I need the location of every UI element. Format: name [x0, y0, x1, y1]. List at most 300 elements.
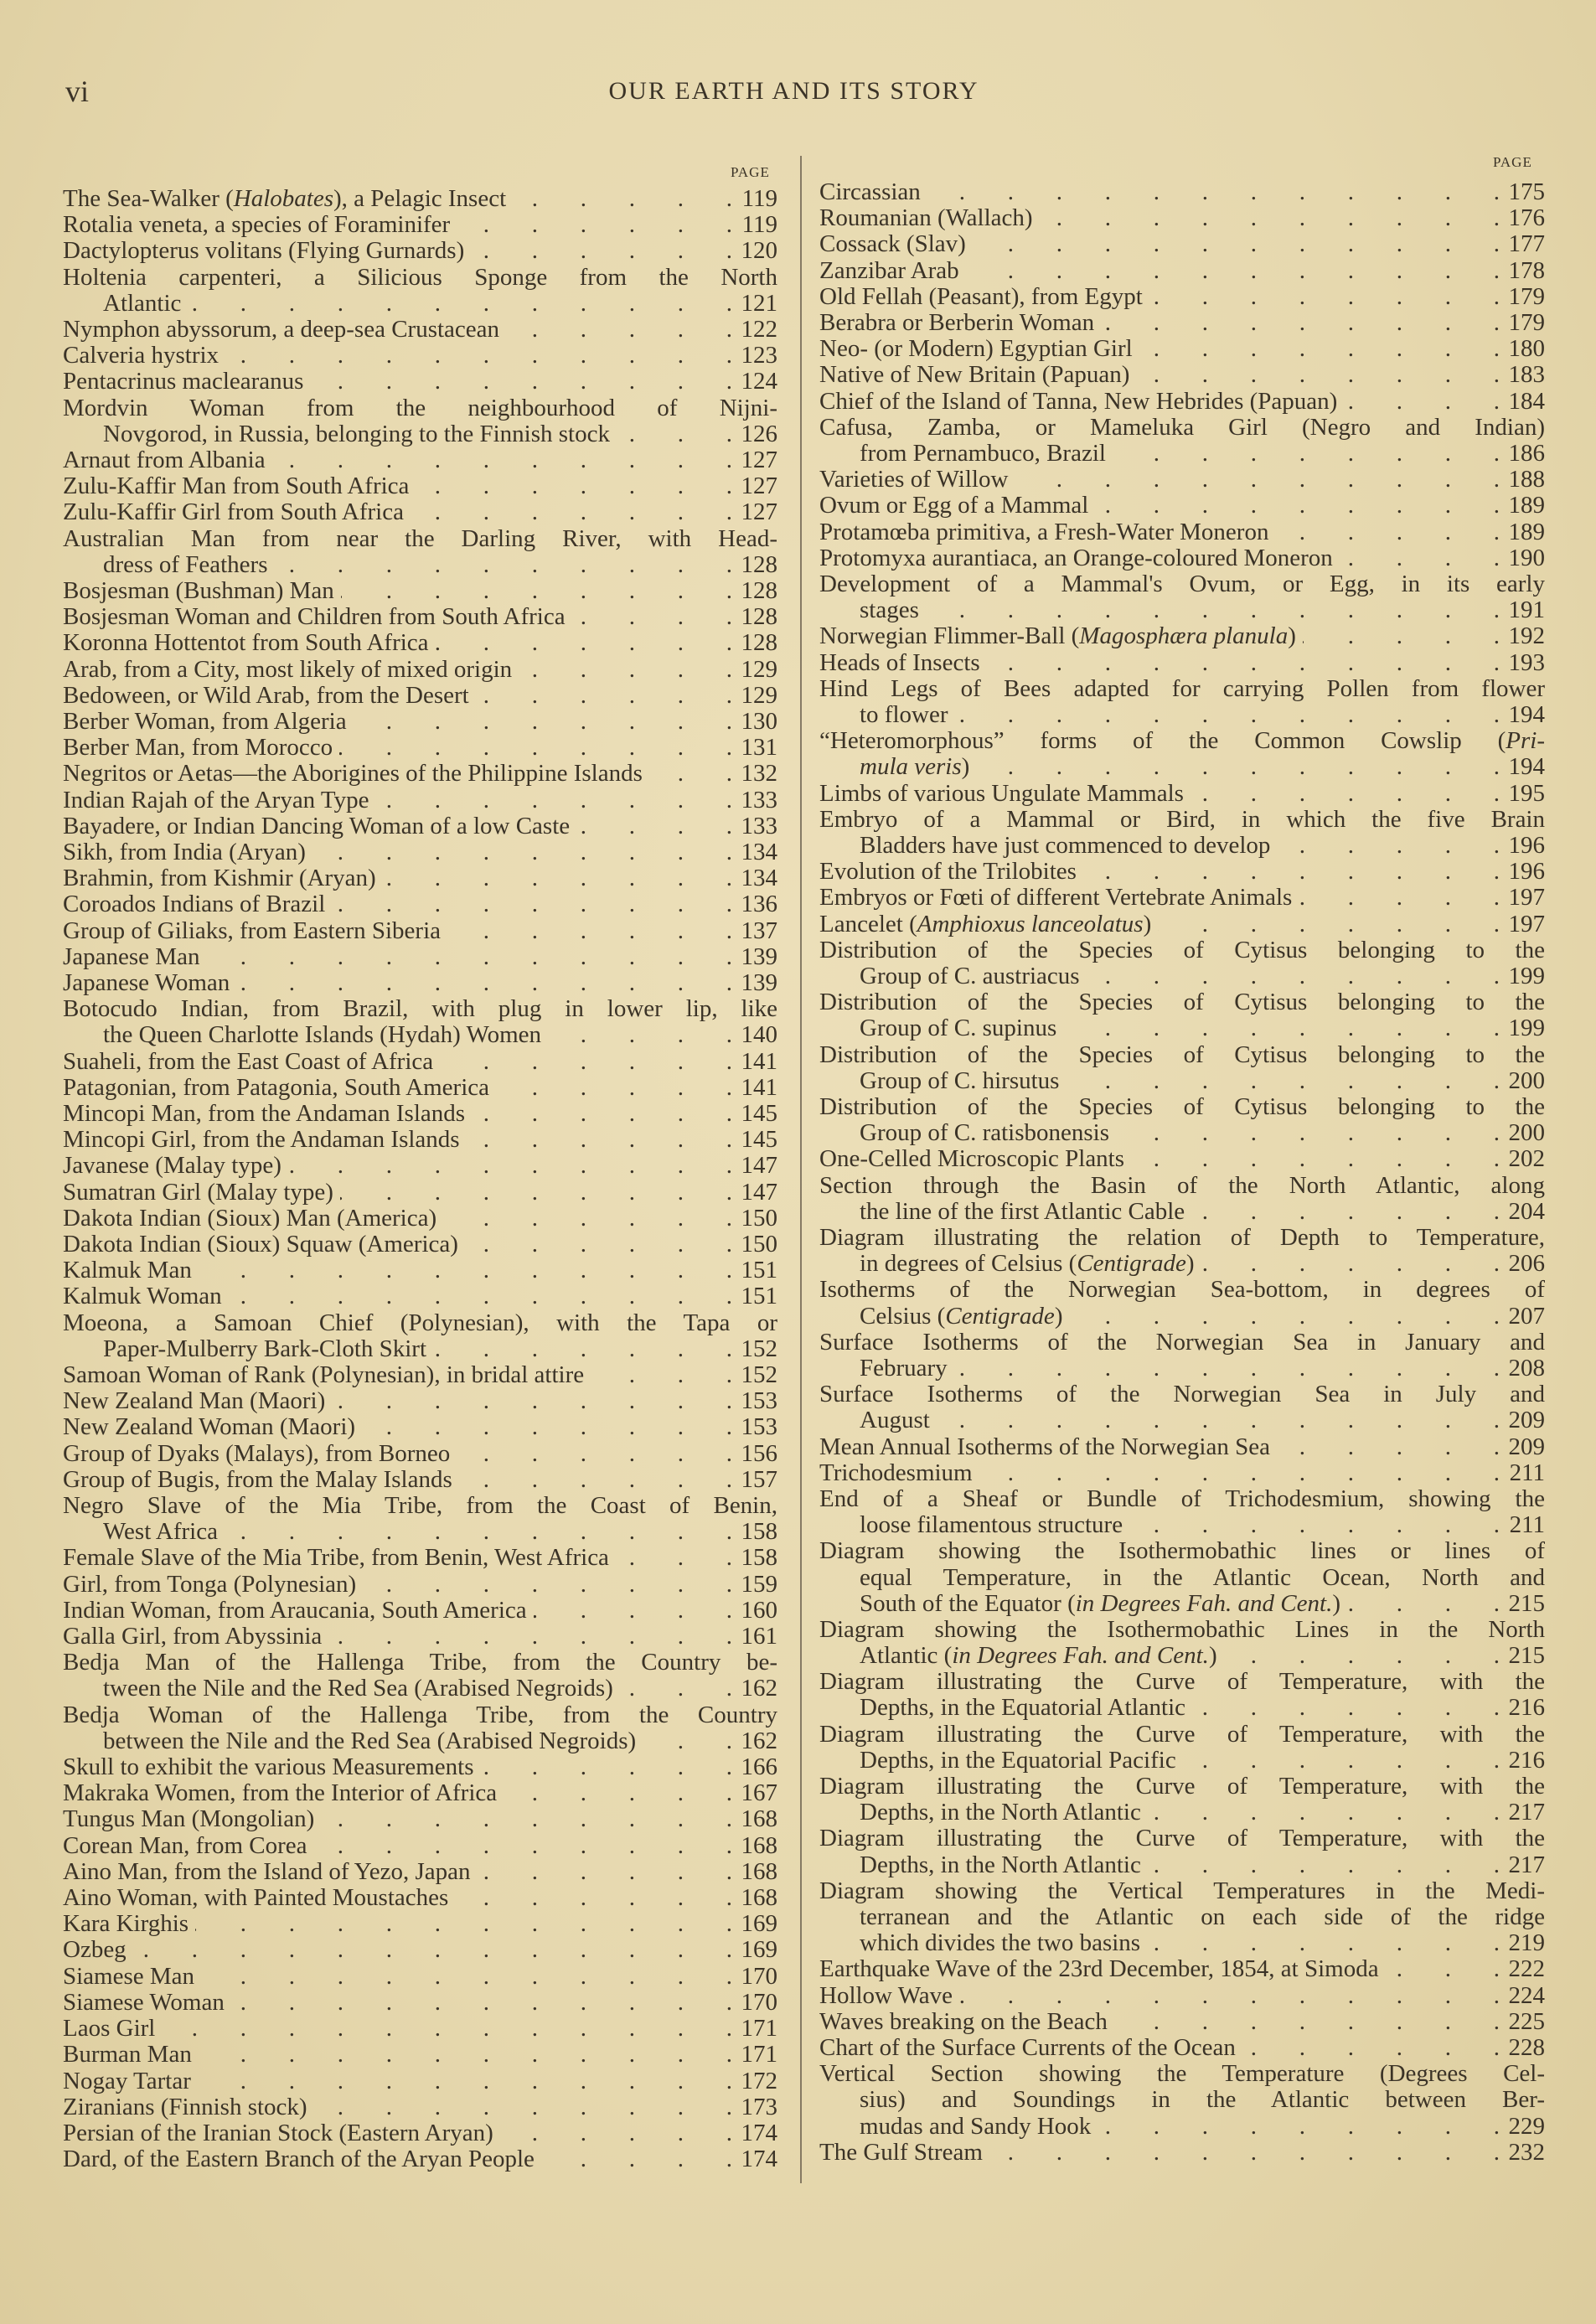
list-entry — [63, 1388, 777, 1414]
page-number: 123 — [741, 343, 777, 369]
entry-title — [63, 1937, 127, 1963]
page-number: 188 — [1508, 467, 1545, 493]
entry-title-text: Heads of Insects — [819, 649, 980, 676]
entry-title-text: Ozbeg — [63, 1937, 127, 1964]
entry-line — [63, 1833, 777, 1859]
entry-title-text: Japanese Woman — [63, 970, 230, 997]
entry-line — [63, 212, 777, 238]
entry-title-text: from Pernambuco, Brazil — [860, 441, 1106, 467]
entry-title-text: Distribution of the Species of Cytisus belonging to the — [819, 1041, 1545, 1068]
entry-line — [819, 1878, 1545, 1904]
dot-leader — [1116, 1120, 1500, 1146]
entry-title-text: Laos Girl — [63, 2016, 156, 2043]
entry-title — [819, 389, 1337, 415]
entry-title-italic: Magosphæra planula — [1079, 623, 1289, 650]
dot-leader — [926, 597, 1500, 623]
dot-leader — [328, 1624, 732, 1650]
list-entry — [819, 650, 1545, 676]
entry-line — [819, 989, 1545, 1015]
page-number: 199 — [1508, 1015, 1545, 1042]
entry-line — [63, 761, 777, 787]
dot-leader — [1192, 1695, 1500, 1721]
entry-line — [819, 1304, 1545, 1330]
entry-line — [819, 1983, 1545, 2009]
entry-title-text: Bedja Woman of the Hallenga Tribe, from the Country — [63, 1702, 777, 1728]
entry-line — [63, 343, 777, 369]
entry-title — [63, 447, 266, 473]
page-number: 132 — [741, 761, 777, 788]
list-entry — [819, 676, 1545, 728]
entry-title-text: Corean Man, from Corea — [63, 1832, 307, 1859]
page-number: 169 — [741, 1937, 777, 1964]
list-entry — [63, 238, 777, 264]
entry-title — [103, 1728, 636, 1754]
entry-title-text: Group of Bugis, from the Malay Islands — [63, 1466, 452, 1493]
entry-line — [819, 1330, 1545, 1356]
page-number: 172 — [741, 2068, 777, 2094]
dot-leader — [1113, 441, 1500, 467]
list-entry — [63, 1754, 777, 1780]
page-number: 159 — [741, 1571, 777, 1598]
entry-title-text: ) — [961, 754, 970, 781]
list-entry — [63, 1911, 777, 1937]
dot-leader — [1303, 623, 1500, 649]
page-number: 127 — [741, 447, 777, 473]
dot-leader — [362, 1414, 732, 1440]
page-number: 134 — [741, 865, 777, 892]
page-number: 170 — [741, 1963, 777, 1990]
dot-leader — [1131, 1146, 1500, 1172]
entry-line — [63, 1624, 777, 1650]
entry-title-text: Trichodesmium — [819, 1459, 973, 1486]
entry-title — [63, 1283, 222, 1309]
dot-leader — [1347, 1591, 1500, 1617]
entry-title-italic: in Degrees Fah. and Cent. — [952, 1643, 1209, 1670]
entry-title-text: ) — [1208, 1643, 1217, 1670]
dot-leader — [1275, 519, 1500, 545]
entry-title — [63, 1362, 584, 1388]
entry-title — [63, 1206, 436, 1232]
entry-title-text: Patagonian, from Patagonia, South America — [63, 1074, 490, 1101]
dot-leader — [459, 1467, 732, 1493]
entry-title-text: The Gulf Stream — [819, 2139, 983, 2166]
entry-title-text: the Queen Charlotte Islands (Hydah) Women — [103, 1022, 542, 1049]
entry-title-text: Javanese (Malay type) — [63, 1153, 281, 1180]
dot-leader — [973, 231, 1500, 257]
entry-title — [103, 1022, 541, 1048]
entry-title — [63, 944, 199, 970]
entry-title — [63, 1806, 314, 1832]
list-entry — [819, 1538, 1545, 1617]
entry-line — [63, 944, 777, 970]
entry-title — [63, 317, 499, 343]
entry-line — [63, 1754, 777, 1780]
list-entry — [819, 885, 1545, 911]
entry-line — [819, 1486, 1545, 1512]
list-entry — [819, 310, 1545, 336]
list-entry — [63, 1362, 777, 1388]
entry-title — [63, 1780, 497, 1806]
entry-title-text: Galla Girl, from Abyssinia — [63, 1624, 323, 1650]
entry-title — [63, 865, 376, 891]
entry-title — [63, 2042, 192, 2068]
entry-title-text: Diagram illustrating the Curve of Temperature, with the — [819, 1826, 1545, 1852]
entry-title-text: Japanese Man — [63, 943, 200, 970]
entry-title — [63, 1127, 460, 1153]
entry-line — [819, 258, 1545, 284]
page-number: 189 — [1508, 493, 1545, 519]
entry-title-text: Evolution of the Trilobites — [819, 859, 1077, 886]
page-number: 229 — [1508, 2113, 1545, 2140]
dot-leader — [332, 1388, 732, 1414]
list-entry — [819, 937, 1545, 989]
entry-line — [819, 179, 1545, 205]
entry-title-text: Chart of the Surface Currents of the Ocean — [819, 2035, 1236, 2062]
page-number: 195 — [1508, 780, 1545, 807]
list-entry — [63, 1859, 777, 1885]
entry-title — [860, 754, 969, 780]
dot-leader — [506, 317, 732, 343]
page-number: 145 — [741, 1101, 777, 1128]
entry-title — [63, 1075, 489, 1101]
dot-leader — [477, 1859, 732, 1885]
list-entry — [819, 1277, 1545, 1329]
list-entry — [819, 571, 1545, 623]
page-number: 222 — [1508, 1956, 1545, 1983]
entry-line — [63, 1572, 777, 1598]
entry-line — [819, 676, 1545, 702]
page-number: 162 — [741, 1728, 777, 1754]
entry-title — [63, 186, 506, 212]
list-entry — [63, 1206, 777, 1232]
page-number: 206 — [1508, 1251, 1545, 1278]
dot-leader — [1277, 1434, 1500, 1460]
entry-title — [819, 1460, 973, 1486]
entry-line — [63, 1049, 777, 1075]
list-entry — [819, 1826, 1545, 1877]
entry-title — [819, 310, 1094, 336]
entry-line — [819, 650, 1545, 676]
dot-leader — [1066, 1068, 1500, 1094]
entry-title-text: Arab, from a City, most likely of mixed origin — [63, 656, 513, 683]
list-entry — [63, 265, 777, 317]
running-title — [0, 77, 1596, 106]
entry-title-text: ) — [1288, 623, 1296, 650]
entry-title-text: Bedja Man of the Hallenga Tribe, from the Country be- — [63, 1650, 777, 1676]
dot-leader — [1015, 467, 1500, 493]
entry-line — [63, 1206, 777, 1232]
list-entry — [819, 1434, 1545, 1460]
entry-line — [819, 1460, 1545, 1486]
page-number: 141 — [741, 1074, 777, 1101]
entry-line — [63, 630, 777, 656]
page-number: 217 — [1508, 1851, 1545, 1878]
entry-title-text: Surface Isotherms of the Norwegian Sea in July and — [819, 1381, 1545, 1408]
list-entry — [63, 473, 777, 499]
entry-line — [63, 447, 777, 473]
list-entry — [819, 389, 1545, 415]
entry-line — [63, 1885, 777, 1911]
running-title-text: OUR EARTH AND ITS STORY — [608, 77, 979, 105]
list-entry — [63, 1310, 777, 1362]
entry-title — [819, 2009, 1108, 2035]
dot-leader — [198, 2068, 732, 2094]
page-number: 216 — [1508, 1695, 1545, 1722]
list-entry — [63, 1493, 777, 1545]
entry-line — [819, 2087, 1545, 2113]
entry-title-text: Pentacrinus maclearanus — [63, 369, 304, 395]
entry-title-text: Group of C. ratisbonensis — [860, 1120, 1110, 1147]
entry-title — [819, 284, 1143, 310]
entry-title — [860, 1512, 1123, 1538]
entry-title-text: Moeona, a Samoan Chief (Polynesian), with the Tapa or — [63, 1309, 777, 1336]
dot-leader — [534, 1598, 732, 1624]
entry-line — [63, 970, 777, 996]
entry-line — [63, 735, 777, 761]
entry-line — [819, 1617, 1545, 1643]
page-number: 127 — [741, 473, 777, 500]
page-number: 215 — [1508, 1590, 1545, 1617]
entry-title-text: Vertical Section showing the Temperature (Degrees Cel- — [819, 2061, 1545, 2088]
entry-title — [63, 2094, 307, 2120]
page-number: 180 — [1508, 336, 1545, 363]
entry-title-text: Mordvin Woman from the neighbourhood of Nijni- — [63, 395, 777, 421]
page-number: 177 — [1508, 231, 1545, 258]
list-entry — [819, 781, 1545, 807]
page-number: 129 — [741, 682, 777, 709]
entry-title-text: Aino Man, from the Island of Yezo, Japan — [63, 1858, 471, 1885]
entry-title — [819, 650, 980, 676]
dot-leader — [1148, 1800, 1500, 1826]
page-folio: vi — [65, 75, 90, 108]
dot-leader — [548, 1022, 732, 1048]
entry-line — [63, 2094, 777, 2120]
entry-line — [63, 186, 777, 212]
entry-title-text: Negro Slave of the Mia Tribe, from the Coast of Benin, — [63, 1493, 777, 1520]
page-number: 122 — [741, 317, 777, 343]
page-number: 134 — [741, 839, 777, 866]
list-entry — [63, 996, 777, 1048]
list-entry — [63, 1153, 777, 1179]
entry-title-text: Distribution of the Species of Cytisus belonging to the — [819, 989, 1545, 1016]
entry-title-text: Indian Woman, from Araucania, South America — [63, 1597, 527, 1624]
entry-title — [860, 1643, 1217, 1669]
entry-title-text: New Zealand Man (Maori) — [63, 1388, 326, 1415]
dot-leader — [201, 1964, 732, 1990]
entry-line — [819, 1774, 1545, 1800]
page-number: 156 — [741, 1440, 777, 1467]
list-entry — [819, 2061, 1545, 2140]
page-number: 225 — [1508, 2008, 1545, 2035]
entry-line — [63, 526, 777, 552]
dot-leader — [541, 2146, 732, 2172]
dot-leader — [617, 421, 732, 447]
entry-title-text: February — [860, 1355, 948, 1381]
entry-title — [860, 1304, 1062, 1330]
entry-line — [819, 1042, 1545, 1068]
entry-line — [819, 1146, 1545, 1172]
list-entry — [819, 258, 1545, 284]
list-entry — [819, 1722, 1545, 1774]
entry-line — [819, 2140, 1545, 2166]
entry-title — [819, 519, 1268, 545]
list-entry — [63, 1441, 777, 1467]
entry-title-italic: Pri- — [1506, 728, 1545, 755]
page-column-label-right: PAGE — [1493, 154, 1532, 170]
page-number: 209 — [1508, 1433, 1545, 1460]
entry-line — [63, 1153, 777, 1179]
page-number: 130 — [741, 709, 777, 736]
column-divider — [800, 156, 802, 2183]
list-entry — [819, 728, 1545, 780]
list-entry — [63, 788, 777, 813]
entry-title-text: Dactylopterus volitans (Flying Gurnards) — [63, 238, 465, 265]
list-entry — [63, 657, 777, 683]
dot-leader — [1183, 1748, 1500, 1774]
entry-line — [819, 859, 1545, 885]
page-number: 196 — [1508, 859, 1545, 886]
list-entry — [63, 1598, 777, 1624]
entry-title-text: Persian of the Iranian Stock (Eastern Aryan) — [63, 2120, 493, 2146]
entry-line — [63, 265, 777, 291]
dot-leader — [496, 1075, 732, 1101]
entry-line — [63, 2120, 777, 2146]
entry-line — [63, 473, 777, 499]
dot-leader — [225, 1519, 732, 1545]
entry-title-text: Cossack (Slav) — [819, 231, 966, 258]
dot-leader — [1069, 1304, 1500, 1330]
entry-title-text: Old Fellah (Peasant), from Egypt — [819, 283, 1143, 310]
dot-leader — [1149, 284, 1500, 310]
entry-title-text: ) — [1143, 911, 1152, 937]
entry-line — [63, 1911, 777, 1937]
entry-line — [819, 1748, 1545, 1774]
entry-title-text: Diagram illustrating the Curve of Temperature, with the — [819, 1774, 1545, 1800]
entry-line — [63, 1022, 777, 1048]
page-number: 207 — [1508, 1303, 1545, 1330]
entry-title-text: Celsius ( — [860, 1303, 946, 1330]
entry-title-text: Bosjesman Woman and Children from South Africa — [63, 604, 566, 631]
dot-leader — [225, 343, 732, 369]
dot-leader — [1095, 493, 1500, 519]
entry-line — [819, 1512, 1545, 1538]
entry-line — [819, 545, 1545, 571]
entry-title-text: ), a Pelagic Insect — [333, 186, 507, 212]
entry-line — [63, 1283, 777, 1309]
entry-line — [819, 833, 1545, 859]
entry-title — [819, 2035, 1236, 2061]
entry-title-text: Bosjesman (Bushman) Man — [63, 578, 334, 604]
list-entry — [63, 604, 777, 630]
entry-title — [63, 212, 450, 238]
page-number: 169 — [741, 1911, 777, 1938]
page-number: 167 — [741, 1780, 777, 1807]
entry-line — [819, 963, 1545, 989]
page-number: 186 — [1508, 441, 1545, 467]
entry-line — [819, 1956, 1545, 1982]
entry-line — [819, 1643, 1545, 1669]
page-number: 152 — [741, 1335, 777, 1362]
dot-leader — [513, 186, 732, 212]
page-number: 126 — [741, 421, 777, 447]
entry-title-text: Kalmuk Man — [63, 1258, 192, 1284]
entry-title-text: Arnaut from Albania — [63, 447, 266, 473]
entry-line — [63, 1859, 777, 1885]
entry-line — [819, 2114, 1545, 2140]
entry-title — [63, 604, 566, 630]
list-entry — [819, 1983, 1545, 2009]
page-column-label-left: PAGE — [731, 164, 770, 180]
entry-title — [103, 291, 181, 317]
page-number: 215 — [1508, 1643, 1545, 1670]
page-number: 128 — [741, 630, 777, 657]
entry-title — [819, 336, 1133, 362]
list-entry — [819, 1042, 1545, 1094]
entry-title — [63, 238, 464, 264]
page-number: 136 — [741, 891, 777, 918]
entry-title-text: Chief of the Island of Tanna, New Hebrides (Papuan) — [819, 388, 1338, 415]
entry-title-italic: in Degrees Fah. and Cent. — [1075, 1590, 1333, 1617]
dot-leader — [339, 735, 732, 761]
page-number: 147 — [741, 1179, 777, 1206]
entry-title — [103, 421, 610, 447]
entry-line — [63, 604, 777, 630]
page-number: 178 — [1508, 257, 1545, 284]
list-entry — [63, 918, 777, 944]
entry-line — [63, 578, 777, 604]
entry-title-text: Berber Woman, from Algeria — [63, 709, 347, 736]
entry-title — [63, 1049, 433, 1075]
entry-title — [63, 630, 429, 656]
entry-line — [63, 996, 777, 1022]
entry-title-text: West Africa — [103, 1519, 218, 1546]
page-number: 139 — [741, 970, 777, 997]
entry-line — [63, 1180, 777, 1206]
dot-leader — [321, 1806, 732, 1832]
entry-title-text: Varieties of Willow — [819, 467, 1009, 493]
entry-title-text: South of the Equator ( — [860, 1590, 1076, 1617]
entry-line — [819, 1826, 1545, 1851]
entry-title-text: The Sea-Walker ( — [63, 186, 234, 212]
entry-title — [860, 1015, 1056, 1041]
entry-title — [860, 597, 919, 623]
page-number: 128 — [741, 551, 777, 578]
list-entry — [819, 912, 1545, 937]
page-number: 197 — [1508, 885, 1545, 912]
entry-line — [63, 657, 777, 683]
entry-line — [63, 1780, 777, 1806]
entry-title-text: sius) and Soundings in the Atlantic between Ber- — [860, 2087, 1545, 2114]
entry-line — [63, 1258, 777, 1283]
page-number: 162 — [741, 1676, 777, 1702]
entry-title-text: the line of the first Atlantic Cable — [860, 1198, 1185, 1225]
page-number: 216 — [1508, 1747, 1545, 1774]
entry-title-text: Section through the Basin of the North Atlantic, along — [819, 1172, 1545, 1199]
entry-title-text: Protamœba primitiva, a Fresh-Water Moneron — [819, 519, 1269, 545]
page-number: 200 — [1508, 1067, 1545, 1094]
dot-leader — [1083, 859, 1500, 885]
entry-line — [63, 1937, 777, 1963]
page-number: 232 — [1508, 2139, 1545, 2166]
dot-leader — [467, 1127, 732, 1153]
entry-title-text: Zulu-Kaffir Girl from South Africa — [63, 499, 404, 526]
page-number: 190 — [1508, 545, 1545, 571]
dot-leader — [465, 1232, 732, 1258]
entry-title-text: Zanzibar Arab — [819, 257, 959, 284]
dot-leader — [383, 865, 732, 891]
entry-title-text: Bladders have just commenced to develop — [860, 833, 1271, 859]
page-number: 151 — [741, 1258, 777, 1284]
